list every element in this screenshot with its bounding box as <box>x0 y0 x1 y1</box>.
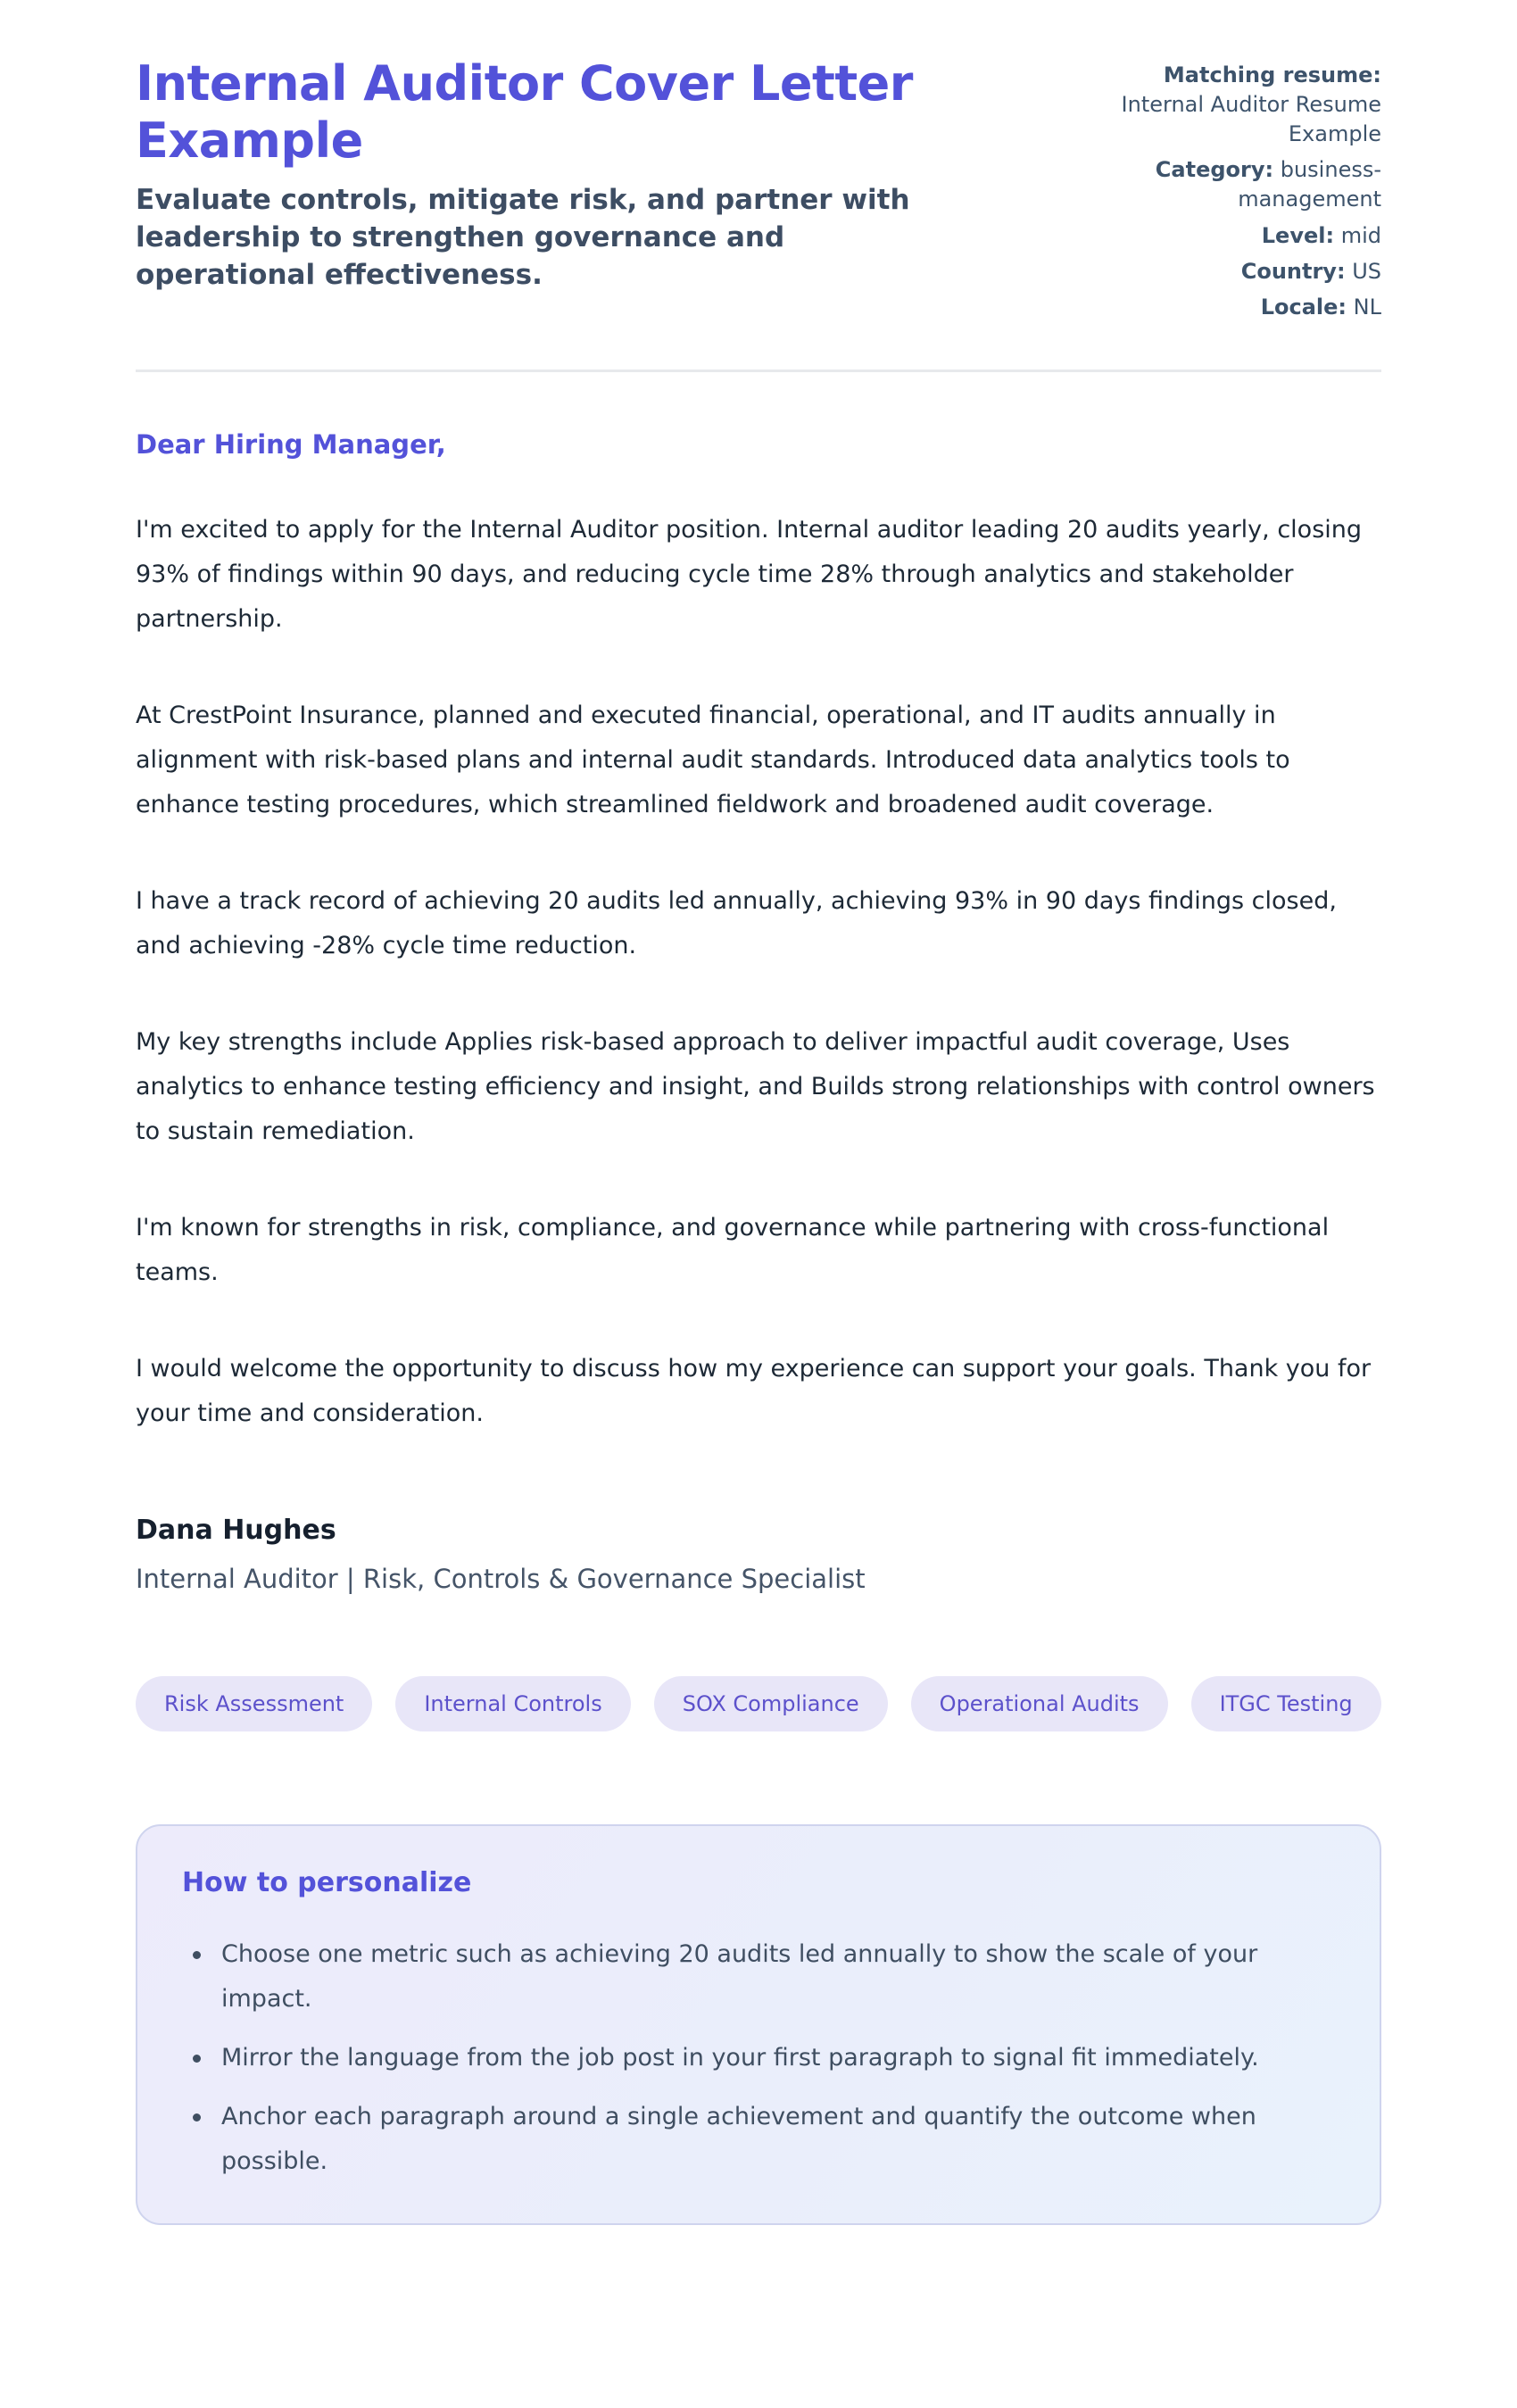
meta-label: Matching resume: <box>1163 62 1381 87</box>
meta-label: Level: <box>1261 222 1335 248</box>
skill-tags <box>136 1676 1381 1731</box>
letter-paragraph-1: I'm excited to apply for the Internal Auditor position. Internal auditor leading 20 audits yearly, closing 93% of findings within 90 days, and reducing cycle time 28% through analytics and stakeholder partnership. <box>136 515 1363 633</box>
letter-paragraph-5: I'm known for strengths in risk, compliance, and governance while partnering with cross-functional teams. <box>136 1213 1330 1286</box>
meta-country <box>1109 257 1381 286</box>
skill-tag-internal-controls: Internal Controls <box>395 1676 630 1731</box>
personalize-callout <box>136 1824 1381 2225</box>
meta-value: US <box>1352 258 1381 284</box>
meta-level <box>1109 221 1381 251</box>
letter-paragraph-2: At CrestPoint Insurance, planned and executed financial, operational, and IT audits annually in alignment with risk-based plans and internal audit standards. Introduced data analytics tools to enhance testing procedures, which streamlined fieldwork and broadened audit coverage. <box>136 701 1290 818</box>
callout-bullet-3: Anchor each paragraph around a single achievement and quantify the outcome when possible. <box>209 2095 1335 2184</box>
meta-value: mid <box>1340 222 1381 248</box>
page-title: Internal Auditor Cover Letter Example <box>136 55 913 170</box>
meta-matching-resume <box>1109 61 1381 149</box>
letter-paragraph-6: I would welcome the opportunity to discuss how my experience can support your goals. Thank you for your time and consideration. <box>136 1354 1372 1427</box>
meta-label: Category: <box>1155 157 1274 183</box>
meta-category <box>1109 155 1381 214</box>
header-divider <box>136 370 1381 372</box>
letter-body <box>136 429 1381 1594</box>
callout-bullet-list <box>182 1932 1335 2184</box>
meta-value: business-management <box>1238 157 1381 212</box>
letter-paragraph-4: My key strengths include Applies risk-based approach to deliver impactful audit coverage, Uses analytics to enhance testing efficiency and insight, and Builds strong relationships with control owners to sustain remediation. <box>136 1027 1375 1145</box>
header <box>136 55 1381 328</box>
page-subtitle: Evaluate controls, mitigate risk, and partner with leadership to strengthen governance and operational effectiveness. <box>136 183 910 291</box>
callout-bullet-2: Mirror the language from the job post in your first paragraph to signal fit immediately. <box>209 2036 1335 2080</box>
callout-title: How to personalize <box>182 1866 472 1898</box>
meta-label: Locale: <box>1260 294 1347 320</box>
signature-title: Internal Auditor | Risk, Controls & Governance Specialist <box>136 1563 866 1594</box>
meta-value: Internal Auditor Resume Example <box>1121 92 1381 147</box>
letter-paragraph-3: I have a track record of achieving 20 audits led annually, achieving 93% in 90 days findings closed, and achieving -28% cycle time reduction. <box>136 886 1337 959</box>
meta-value: NL <box>1353 294 1381 320</box>
salutation: Dear Hiring Manager, <box>136 428 446 460</box>
callout-bullet-1: Choose one metric such as achieving 20 audits led annually to show the scale of your impact. <box>209 1932 1335 2022</box>
skill-tag-itgc-testing: ITGC Testing <box>1191 1676 1381 1731</box>
signature-name: Dana Hughes <box>136 1514 336 1546</box>
skill-tag-operational-audits: Operational Audits <box>911 1676 1168 1731</box>
skill-tag-risk-assessment: Risk Assessment <box>136 1676 372 1731</box>
meta-label: Country: <box>1240 258 1346 284</box>
header-titles <box>136 55 966 294</box>
resume-meta-panel <box>1109 61 1381 328</box>
skill-tag-sox-compliance: SOX Compliance <box>654 1676 888 1731</box>
meta-locale <box>1109 293 1381 322</box>
